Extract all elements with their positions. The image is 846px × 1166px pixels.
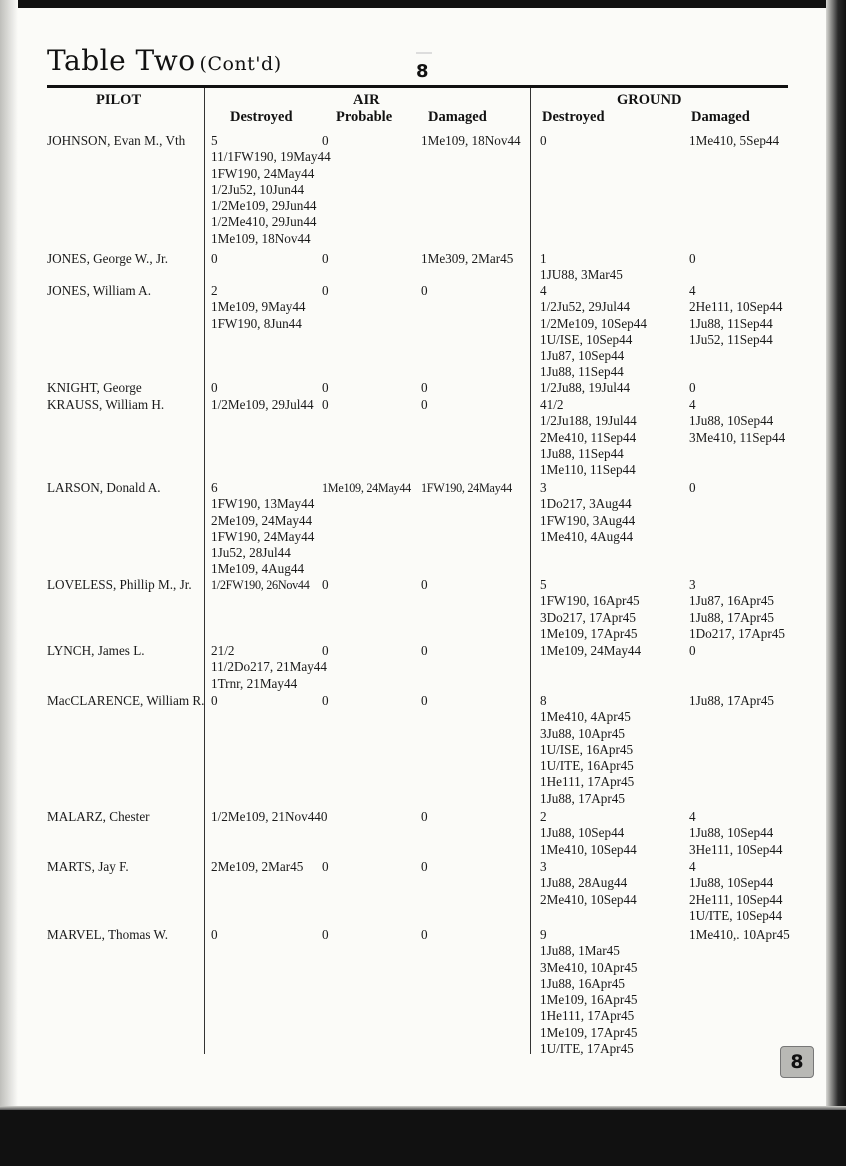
- column-divider-ground: [530, 88, 531, 1054]
- table-cell-ground-damaged: [689, 283, 783, 348]
- cell-line: 11/1FW190, 19May44: [211, 149, 331, 165]
- table-cell-pilot: MALARZ, Chester: [47, 809, 150, 824]
- table-cell-pilot: MacCLARENCE, William R.: [47, 693, 205, 708]
- cell-line: 0: [540, 133, 547, 148]
- cell-line: 0: [421, 283, 428, 298]
- cell-line: 2: [540, 809, 547, 824]
- cell-line: 0: [689, 380, 696, 395]
- cell-line: 2Me109, 2Mar45: [211, 859, 304, 874]
- cell-line: 4: [540, 283, 547, 298]
- cell-line: 1U/ISE, 10Sep44: [540, 331, 633, 347]
- cell-line: 1/2Me109, 29Jul44: [211, 397, 314, 412]
- cell-line: 1/2Ju52, 29Jul44: [540, 299, 631, 315]
- table-cell-air-probable: [322, 380, 329, 396]
- table-cell-pilot: JOHNSON, Evan M., Vth: [47, 133, 186, 148]
- table-cell-pilot: LYNCH, James L.: [47, 643, 145, 658]
- cell-line: 0: [421, 643, 428, 658]
- scan-edge-bottom: [0, 1106, 846, 1166]
- table-cell-air-probable: [322, 859, 329, 875]
- cell-line: 0: [421, 809, 428, 824]
- cell-line: 3: [540, 480, 547, 495]
- table-cell-ground-damaged: [689, 251, 696, 267]
- cell-line: 1Ju88, 1Mar45: [540, 943, 620, 959]
- table-cell-air-probable: [322, 927, 329, 943]
- table-cell-ground-damaged: [689, 859, 783, 924]
- scan-edge-left: [0, 0, 18, 1110]
- cell-line: 0: [322, 577, 329, 592]
- cell-line: 1U/ITE, 16Apr45: [540, 758, 634, 774]
- table-cell-air-destroyed: [211, 251, 218, 267]
- table-cell-ground-damaged: [689, 577, 785, 642]
- cell-line: 1Ju52, 28Jul44: [211, 545, 291, 561]
- cell-line: 1Ju88, 11Sep44: [540, 445, 624, 461]
- cell-line: 1Me410, 10Sep44: [540, 841, 637, 857]
- table-cell-ground-destroyed: [540, 859, 637, 908]
- cell-line: 0: [322, 380, 329, 395]
- cell-line: 3Ju88, 10Apr45: [540, 725, 625, 741]
- table-cell-pilot: JONES, William A.: [47, 283, 151, 298]
- table-cell-air-destroyed: [211, 809, 328, 825]
- cell-line: 0: [421, 397, 428, 412]
- table-cell-ground-destroyed: [540, 693, 634, 807]
- table-cell-ground-destroyed: [540, 397, 637, 478]
- header-air-damaged: Damaged: [428, 109, 487, 125]
- table-cell-air-damaged: [421, 380, 428, 396]
- cell-line: 0: [322, 643, 329, 658]
- cell-line: 1Me410,. 10Apr45: [689, 927, 790, 942]
- table-cell-air-probable: [322, 577, 329, 593]
- cell-line: 3Me410, 11Sep44: [689, 429, 786, 445]
- cell-line: 1Me109, 4Aug44: [211, 561, 305, 577]
- cell-line: 1/2Ju52, 10Jun44: [211, 181, 305, 197]
- cell-line: 1Me110, 11Sep44: [540, 462, 636, 478]
- table-cell-pilot: LARSON, Donald A.: [47, 480, 161, 495]
- page-number-badge: 8: [780, 1046, 814, 1078]
- table-cell-pilot: MARVEL, Thomas W.: [47, 927, 169, 942]
- table-cell-air-destroyed: [211, 133, 331, 247]
- table-cell-air-damaged: [421, 693, 428, 709]
- scan-edge-right: [826, 0, 846, 1110]
- page-title: [47, 44, 282, 77]
- table-cell-ground-damaged: [689, 927, 790, 943]
- cell-line: 1FW190, 24May44: [211, 165, 315, 181]
- cell-line: 1Ju88, 10Sep44: [689, 825, 774, 841]
- table-cell-air-damaged: [421, 643, 428, 659]
- table-cell-air-destroyed: [211, 480, 314, 578]
- header-air-destroyed: Destroyed: [230, 109, 293, 125]
- table-cell-ground-damaged: [689, 809, 783, 858]
- cell-line: 1Ju88, 28Aug44: [540, 875, 628, 891]
- header-rule: [47, 85, 788, 88]
- table-cell-air-probable: [322, 251, 329, 267]
- column-divider-pilot: [204, 88, 205, 1054]
- table-cell-pilot: JONES, George W., Jr.: [47, 251, 169, 266]
- cell-line: 0: [421, 577, 428, 592]
- cell-line: 3: [689, 577, 696, 592]
- table-cell-ground-damaged: [689, 643, 696, 659]
- cell-line: 0: [322, 283, 329, 298]
- cell-line: 1Me109, 24May44: [540, 643, 642, 658]
- page-marker: 8: [416, 61, 429, 82]
- cell-line: 0: [322, 693, 329, 708]
- cell-line: 1U/ITE, 17Apr45: [540, 1041, 634, 1057]
- cell-line: 1FW190, 8Jun44: [211, 315, 302, 331]
- cell-line: 1Ju88, 10Sep44: [689, 875, 774, 891]
- cell-line: 1/2Ju88, 19Jul44: [540, 380, 631, 395]
- table-cell-air-probable: [322, 693, 329, 709]
- table-cell-air-probable: [322, 397, 329, 413]
- cell-line: 4: [689, 809, 696, 824]
- cell-line: 1Me109, 17Apr45: [540, 625, 638, 641]
- cell-line: 1JU88, 3Mar45: [540, 267, 623, 283]
- cell-line: 1Ju87, 16Apr45: [689, 593, 774, 609]
- cell-line: 1/2Me109, 21Nov440: [211, 809, 328, 824]
- cell-line: 0: [689, 480, 696, 495]
- cell-line: 0: [211, 380, 218, 395]
- cell-line: 1U/ISE, 16Apr45: [540, 741, 634, 757]
- table-cell-ground-destroyed: [540, 480, 635, 545]
- cell-line: 1He111, 17Apr45: [540, 1008, 635, 1024]
- cell-line: 1U/ITE, 10Sep44: [689, 907, 783, 923]
- cell-line: 2: [211, 283, 218, 298]
- cell-line: 9: [540, 927, 547, 942]
- cell-line: 1Me410, 4Apr45: [540, 709, 631, 725]
- header-ground-damaged: Damaged: [691, 109, 750, 125]
- header-ground-destroyed: Destroyed: [542, 109, 605, 125]
- cell-line: 2Me109, 24May44: [211, 512, 313, 528]
- table-cell-pilot: KRAUSS, William H.: [47, 397, 165, 412]
- cell-line: 11/2Do217, 21May44: [211, 659, 327, 675]
- cell-line: 3Do217, 17Apr45: [540, 609, 636, 625]
- header-ground: GROUND: [617, 92, 682, 108]
- cell-line: 5: [540, 577, 547, 592]
- cell-line: 21/2: [211, 643, 235, 658]
- table-cell-air-damaged: [421, 283, 428, 299]
- cell-line: 0: [322, 927, 329, 942]
- table-cell-air-damaged: [421, 859, 428, 875]
- table-cell-air-probable: [322, 643, 329, 659]
- table-cell-ground-destroyed: [540, 283, 647, 381]
- table-cell-air-destroyed: [211, 643, 327, 692]
- cell-line: 0: [689, 643, 696, 658]
- cell-line: 6: [211, 480, 218, 495]
- cell-line: 0: [689, 251, 696, 266]
- cell-line: 1Trnr, 21May44: [211, 675, 298, 691]
- cell-line: 1FW190, 13May44: [211, 496, 315, 512]
- cell-line: 2He111, 10Sep44: [689, 891, 783, 907]
- table-cell-ground-damaged: [689, 480, 696, 496]
- cell-line: 1/2Me109, 29Jun44: [211, 198, 317, 214]
- cell-line: 4: [689, 283, 696, 298]
- cell-line: 1FW190, 24May44: [421, 481, 512, 495]
- table-cell-air-destroyed: [211, 283, 306, 332]
- cell-line: 1Ju88, 16Apr45: [540, 975, 625, 991]
- table-cell-air-probable: [322, 133, 329, 149]
- cell-line: 4: [689, 859, 696, 874]
- cell-line: 1FW190, 16Apr45: [540, 593, 640, 609]
- cell-line: 0: [322, 133, 329, 148]
- cell-line: 1/2Me109, 10Sep44: [540, 315, 647, 331]
- table-cell-air-damaged: [421, 133, 521, 149]
- table-cell-ground-damaged: [689, 133, 779, 149]
- cell-line: 1Do217, 3Aug44: [540, 496, 632, 512]
- cell-line: 1FW190, 3Aug44: [540, 512, 636, 528]
- cell-line: 0: [322, 251, 329, 266]
- cell-line: 1Me109, 17Apr45: [540, 1024, 638, 1040]
- table-cell-air-destroyed: [211, 927, 218, 943]
- cell-line: 0: [322, 859, 329, 874]
- table-cell-air-probable: [322, 283, 329, 299]
- cell-line: 1Ju52, 11Sep44: [689, 331, 773, 347]
- table-cell-ground-damaged: [689, 693, 774, 709]
- table-cell-ground-destroyed: [540, 577, 640, 642]
- cell-line: 0: [421, 693, 428, 708]
- table-cell-pilot: KNIGHT, George: [47, 380, 142, 395]
- cell-line: 1/2Me410, 29Jun44: [211, 214, 317, 230]
- table-cell-air-destroyed: [211, 577, 310, 593]
- cell-line: 0: [421, 927, 428, 942]
- table-cell-ground-damaged: [689, 380, 696, 396]
- cell-line: 3Me410, 10Apr45: [540, 959, 638, 975]
- table-cell-air-damaged: [421, 251, 513, 267]
- table-cell-air-damaged: [421, 927, 428, 943]
- table-cell-ground-destroyed: [540, 133, 547, 149]
- cell-line: 1Me109, 18Nov44: [211, 230, 311, 246]
- scan-edge-top: [0, 0, 846, 8]
- cell-line: 1Ju88, 10Sep44: [540, 825, 625, 841]
- table-cell-air-destroyed: [211, 693, 218, 709]
- cell-line: 1FW190, 24May44: [211, 528, 315, 544]
- cell-line: 0: [322, 397, 329, 412]
- table-cell-air-probable: [322, 480, 411, 496]
- cell-line: 1/2Ju188, 19Jul44: [540, 413, 637, 429]
- cell-line: 8: [540, 693, 547, 708]
- cell-line: 0: [211, 251, 218, 266]
- page-title-sub: (Cont'd): [199, 53, 282, 75]
- table-cell-ground-damaged: [689, 397, 785, 446]
- cell-line: 1Me109, 24May44: [322, 481, 411, 495]
- table-cell-ground-destroyed: [540, 643, 641, 659]
- cell-line: 1He111, 17Apr45: [540, 774, 635, 790]
- cell-line: 2He111, 10Sep44: [689, 299, 783, 315]
- table-cell-ground-destroyed: [540, 809, 637, 858]
- table-cell-air-destroyed: [211, 397, 314, 413]
- cell-line: 1Me309, 2Mar45: [421, 251, 514, 266]
- table-cell-air-damaged: [421, 480, 512, 496]
- cell-line: 0: [211, 927, 218, 942]
- cell-line: 1Me109, 18Nov44: [421, 133, 521, 148]
- page-title-main: Table Two: [47, 44, 196, 77]
- cell-line: 1Ju88, 10Sep44: [689, 413, 774, 429]
- cell-line: 1Ju87, 10Sep44: [540, 348, 625, 364]
- cell-line: 2Me410, 11Sep44: [540, 429, 637, 445]
- header-pilot: PILOT: [96, 92, 142, 108]
- cell-line: 5: [211, 133, 218, 148]
- cell-line: 1Me410, 4Aug44: [540, 528, 634, 544]
- table-cell-air-damaged: [421, 397, 428, 413]
- table-cell-ground-destroyed: [540, 927, 637, 1057]
- cell-line: 1Me410, 5Sep44: [689, 133, 780, 148]
- cell-line: 41/2: [540, 397, 564, 412]
- table-cell-pilot: LOVELESS, Phillip M., Jr.: [47, 577, 192, 592]
- cell-line: 0: [211, 693, 218, 708]
- cell-line: 1Me109, 16Apr45: [540, 992, 638, 1008]
- cell-line: 3He111, 10Sep44: [689, 841, 783, 857]
- table-cell-air-destroyed: [211, 859, 303, 875]
- header-air-probable: Probable: [336, 109, 393, 125]
- cell-line: 1Me109, 9May44: [211, 299, 306, 315]
- cell-line: 0: [421, 380, 428, 395]
- cell-line: 1Do217, 17Apr45: [689, 625, 785, 641]
- cell-line: 1/2FW190, 26Nov44: [211, 578, 310, 592]
- cell-line: 1Ju88, 17Apr45: [689, 609, 774, 625]
- cell-line: 3: [540, 859, 547, 874]
- table-cell-air-destroyed: [211, 380, 218, 396]
- cell-line: 2Me410, 10Sep44: [540, 891, 637, 907]
- cell-line: 1: [540, 251, 547, 266]
- table-cell-ground-destroyed: [540, 251, 623, 284]
- cell-line: 4: [689, 397, 696, 412]
- cell-line: 0: [421, 859, 428, 874]
- cell-line: 1Ju88, 11Sep44: [689, 315, 773, 331]
- table-cell-air-damaged: [421, 577, 428, 593]
- header-air: AIR: [353, 92, 380, 108]
- cell-line: 1Ju88, 11Sep44: [540, 364, 624, 380]
- table-cell-ground-destroyed: [540, 380, 630, 396]
- cell-line: 1Ju88, 17Apr45: [689, 693, 774, 708]
- cell-line: 1Ju88, 17Apr45: [540, 790, 625, 806]
- table-cell-pilot: MARTS, Jay F.: [47, 859, 129, 874]
- table-cell-air-damaged: [421, 809, 428, 825]
